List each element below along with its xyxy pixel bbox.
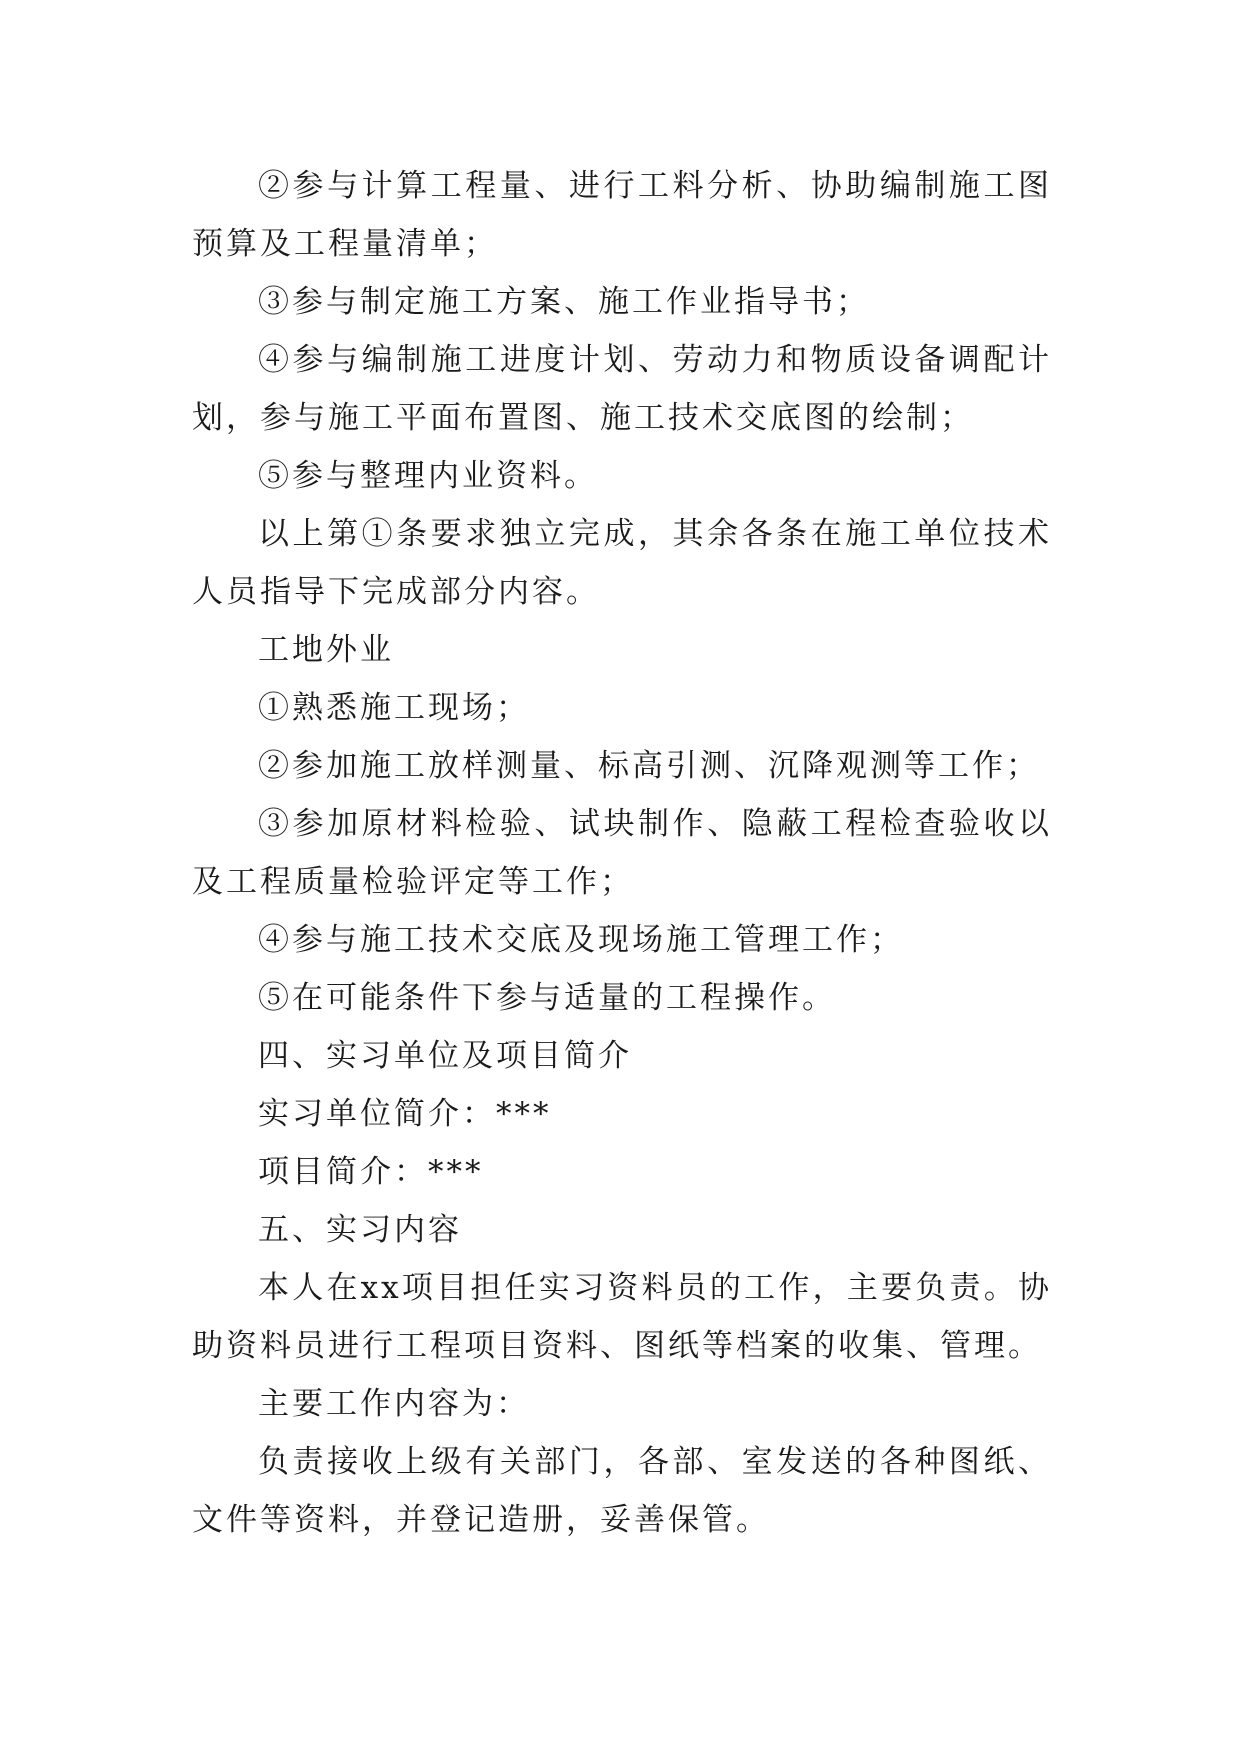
paragraph-construction-plan: ③参与制定施工方案、施工作业指导书； (258, 284, 870, 320)
paragraph-surveying: ②参加施工放样测量、标高引测、沉降观测等工作； (258, 748, 1040, 784)
paragraph-material-inspection: ③参加原材料检验、试块制作、隐蔽工程检查验收以及工程质量检验评定等工作； (192, 806, 1052, 900)
heading-unit-and-project: 四、实习单位及项目简介 (258, 1038, 632, 1074)
heading-site-fieldwork: 工地外业 (258, 632, 394, 668)
paragraph-engineering-operation: ⑤在可能条件下参与适量的工程操作。 (258, 980, 836, 1016)
paragraph-site-familiarization: ①熟悉施工现场； (258, 690, 530, 726)
paragraph-budget-tasks: ②参与计算工程量、进行工料分析、协助编制施工图预算及工程量清单； (192, 168, 1052, 262)
paragraph-internal-documents: ⑤参与整理内业资料。 (258, 458, 598, 494)
paragraph-technical-briefing: ④参与施工技术交底及现场施工管理工作； (258, 922, 904, 958)
paragraph-schedule-plan: ④参与编制施工进度计划、劳动力和物质设备调配计划，参与施工平面布置图、施工技术交底图的绘制； (192, 342, 1052, 436)
paragraph-unit-intro: 实习单位简介：*** (258, 1096, 552, 1132)
paragraph-receive-documents: 负责接收上级有关部门，各部、室发送的各种图纸、文件等资料，并登记造册，妥善保管。 (192, 1444, 1052, 1538)
paragraph-role-description: 本人在xx项目担任实习资料员的工作，主要负责。协助资料员进行工程项目资料、图纸等档案的收集、管理。 (192, 1270, 1052, 1364)
heading-internship-content: 五、实习内容 (258, 1212, 462, 1248)
paragraph-project-intro: 项目简介：*** (258, 1154, 484, 1190)
document-body (192, 157, 1052, 1549)
paragraph-main-work-intro: 主要工作内容为： (258, 1386, 530, 1422)
paragraph-completion-note: 以上第①条要求独立完成，其余各条在施工单位技术人员指导下完成部分内容。 (192, 516, 1052, 610)
